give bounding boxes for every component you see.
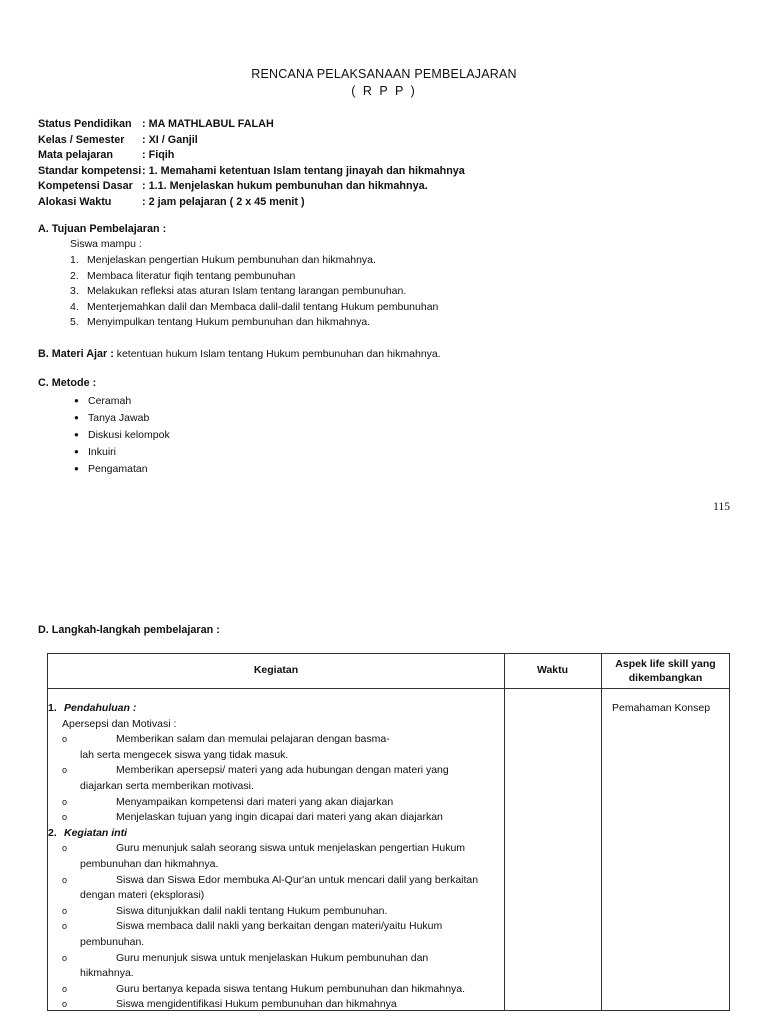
section-b-heading: B. Materi Ajar : [38, 348, 114, 360]
identity-row-sk [38, 164, 465, 180]
list-item [74, 392, 170, 409]
activity-line [48, 795, 394, 811]
list-item [70, 269, 438, 285]
section-d-heading: D. Langkah-langkah pembelajaran : [38, 624, 220, 636]
circle-bullet-icon: o [62, 999, 68, 1010]
activity-line [48, 935, 145, 951]
activity-line [48, 841, 466, 857]
activity-line [48, 966, 136, 982]
list-item [74, 443, 170, 460]
section-a-intro: Siswa mampu : [70, 238, 142, 250]
activity-text: hikmahnya. [80, 967, 134, 980]
activity-text: lah serta mengecek siswa yang tidak masuk. [80, 748, 289, 761]
list-number: 5. [70, 316, 79, 329]
identity-row-kd [38, 179, 465, 195]
column-divider [504, 654, 505, 1010]
activity-text: Siswa membaca dalil nakli yang berkaitan dengan materi/yaitu Hukum [116, 920, 443, 933]
header-divider [48, 688, 729, 689]
phase-heading [48, 701, 136, 717]
list-text: Pengamatan [88, 463, 148, 475]
list-text: Menyimpulkan tentang Hukum pembunuhan dan hikmahnya. [87, 316, 371, 329]
activity-text: Menjelaskan tujuan yang ingin dicapai dari materi yang akan diajarkan [116, 811, 443, 824]
list-text: Menjelaskan pengertian Hukum pembunuhan dan hikmahnya. [87, 254, 376, 266]
activity-line [48, 951, 429, 967]
activity-text: pembunuhan. [80, 935, 145, 948]
circle-bullet-icon: o [62, 983, 68, 994]
activity-text: Siswa dan Siswa Edor membuka Al-Qur'an untuk mencari dalil yang berkaitan [116, 873, 479, 886]
identity-value: : XI / Ganjil [142, 133, 198, 146]
activity-text: diajarkan serta memberikan motivasi. [80, 779, 254, 792]
circle-bullet-icon: o [62, 874, 68, 885]
identity-row-mapel [38, 148, 465, 164]
identity-label: Status Pendidikan [38, 118, 132, 130]
apersepsi-line [48, 717, 177, 733]
methods-list [74, 392, 170, 477]
bullet-icon: ● [74, 396, 79, 405]
identity-label: Alokasi Waktu [38, 195, 112, 208]
list-item [70, 253, 438, 269]
activity-line [48, 857, 219, 873]
activity-text: Guru bertanya kepada siswa tentang Hukum pembunuhan dan hikmahnya. [116, 982, 466, 995]
phase-title: Kegiatan inti [64, 826, 128, 839]
phase-number: 1. [48, 702, 57, 714]
section-b-text: ketentuan hukum Islam tentang Hukum pembunuhan dan hikmahnya. [113, 348, 441, 360]
list-text: Tanya Jawab [88, 412, 150, 424]
column-header-aspek [601, 657, 730, 685]
identity-label: Mata pelajaran [38, 149, 114, 162]
skill-cell: Pemahaman Konsep [612, 702, 711, 714]
list-number: 3. [70, 285, 79, 298]
activity-text: pembunuhan dan hikmahnya. [80, 857, 219, 870]
identity-block [38, 117, 465, 211]
bullet-icon: ● [74, 413, 79, 422]
list-text: Melakukan refleksi atas aturan Islam tentang larangan pembunuhan. [87, 285, 407, 298]
activity-text: dengan materi (eksplorasi) [80, 889, 205, 902]
identity-row-kelas [38, 133, 465, 149]
list-item [70, 300, 438, 316]
identity-label: Kompetensi Dasar [38, 180, 133, 193]
activity-line [48, 997, 397, 1013]
phase-heading [48, 826, 136, 842]
circle-bullet-icon: o [62, 734, 68, 745]
activity-text: Menyampaikan kompetensi dari materi yang akan diajarkan [116, 795, 394, 808]
identity-value: : 1. Memahami ketentuan Islam tentang jinayah dan hikmahnya [142, 164, 465, 177]
column-header-aspek-line: Aspek life skill yang [615, 658, 716, 670]
goals-list [70, 253, 438, 331]
activity-line [48, 810, 443, 826]
section-a-heading: A. Tujuan Pembelajaran : [38, 223, 167, 235]
list-number: 2. [70, 269, 79, 282]
activity-text: Siswa mengidentifikasi Hukum pembunuhan dan hikmahnya [116, 998, 397, 1011]
list-item [74, 460, 170, 477]
activity-line [48, 888, 205, 904]
phase-number: 2. [48, 826, 57, 839]
activity-line [48, 763, 449, 779]
activity-line [48, 919, 443, 935]
section-c-heading: C. Metode : [38, 377, 97, 389]
column-header-kegiatan: Kegiatan [253, 664, 299, 676]
activity-text: Guru menunjuk salah seorang siswa untuk menjelaskan pengertian Hukum [116, 842, 466, 855]
list-number: 1. [70, 254, 79, 266]
circle-bullet-icon: o [62, 796, 68, 807]
identity-value: : 2 jam pelajaran ( 2 x 45 menit ) [142, 195, 305, 208]
identity-value: : MA MATHLABUL FALAH [142, 118, 274, 130]
circle-bullet-icon: o [62, 843, 68, 854]
bullet-icon: ● [74, 464, 79, 473]
identity-row-waktu [38, 195, 465, 211]
list-item [74, 409, 170, 426]
activity-line [48, 982, 466, 998]
phase-title: Pendahuluan : [64, 702, 137, 714]
activities-cell [48, 701, 479, 1013]
activity-line [48, 732, 390, 748]
activity-line [48, 904, 388, 920]
activity-line [48, 873, 479, 889]
column-divider [601, 654, 602, 1010]
bullet-icon: ● [74, 430, 79, 439]
identity-value: : 1.1. Menjelaskan hukum pembunuhan dan hikmahnya. [142, 180, 428, 193]
circle-bullet-icon: o [62, 952, 68, 963]
column-header-aspek-line: dikembangkan [628, 672, 703, 684]
activity-text: Memberikan apersepsi/ materi yang ada hubungan dengan materi yang [116, 764, 449, 777]
activity-text: Siswa ditunjukkan dalil nakli tentang Hukum pembunuhan. [116, 904, 388, 917]
list-text: Ceramah [88, 395, 132, 407]
circle-bullet-icon: o [62, 812, 68, 823]
list-item [74, 426, 170, 443]
identity-label: Kelas / Semester [38, 133, 125, 146]
circle-bullet-icon: o [62, 921, 68, 932]
circle-bullet-icon: o [62, 905, 68, 916]
page-number: 115 [713, 501, 730, 513]
list-item [70, 284, 438, 300]
list-number: 4. [70, 300, 79, 313]
circle-bullet-icon: o [62, 765, 68, 776]
list-text: Membaca literatur fiqih tentang pembunuhan [87, 269, 296, 282]
column-header-waktu: Waktu [536, 664, 569, 676]
identity-label: Standar kompetensi [38, 164, 142, 177]
document-subtitle: ( R P P ) [351, 84, 417, 98]
section-b [38, 348, 441, 360]
list-text: Diskusi kelompok [88, 429, 170, 441]
list-text: Inkuiri [88, 446, 117, 458]
activity-line [48, 748, 289, 764]
activity-line [48, 779, 254, 795]
bullet-icon: ● [74, 447, 79, 456]
list-text: Menterjemahkan dalil dan Membaca dalil-dalil tentang Hukum pembunuhan [87, 300, 439, 313]
identity-row-status [38, 117, 465, 133]
apersepsi-label: Apersepsi dan Motivasi : [62, 717, 177, 730]
identity-value: : Fiqih [142, 149, 175, 162]
document-title: RENCANA PELAKSANAAN PEMBELAJARAN [251, 67, 517, 81]
list-item [70, 315, 438, 331]
activity-text: Memberikan salam dan memulai pelajaran dengan basma- [116, 733, 390, 746]
activity-text: Guru menunjuk siswa untuk menjelaskan Hukum pembunuhan dan [116, 951, 429, 964]
